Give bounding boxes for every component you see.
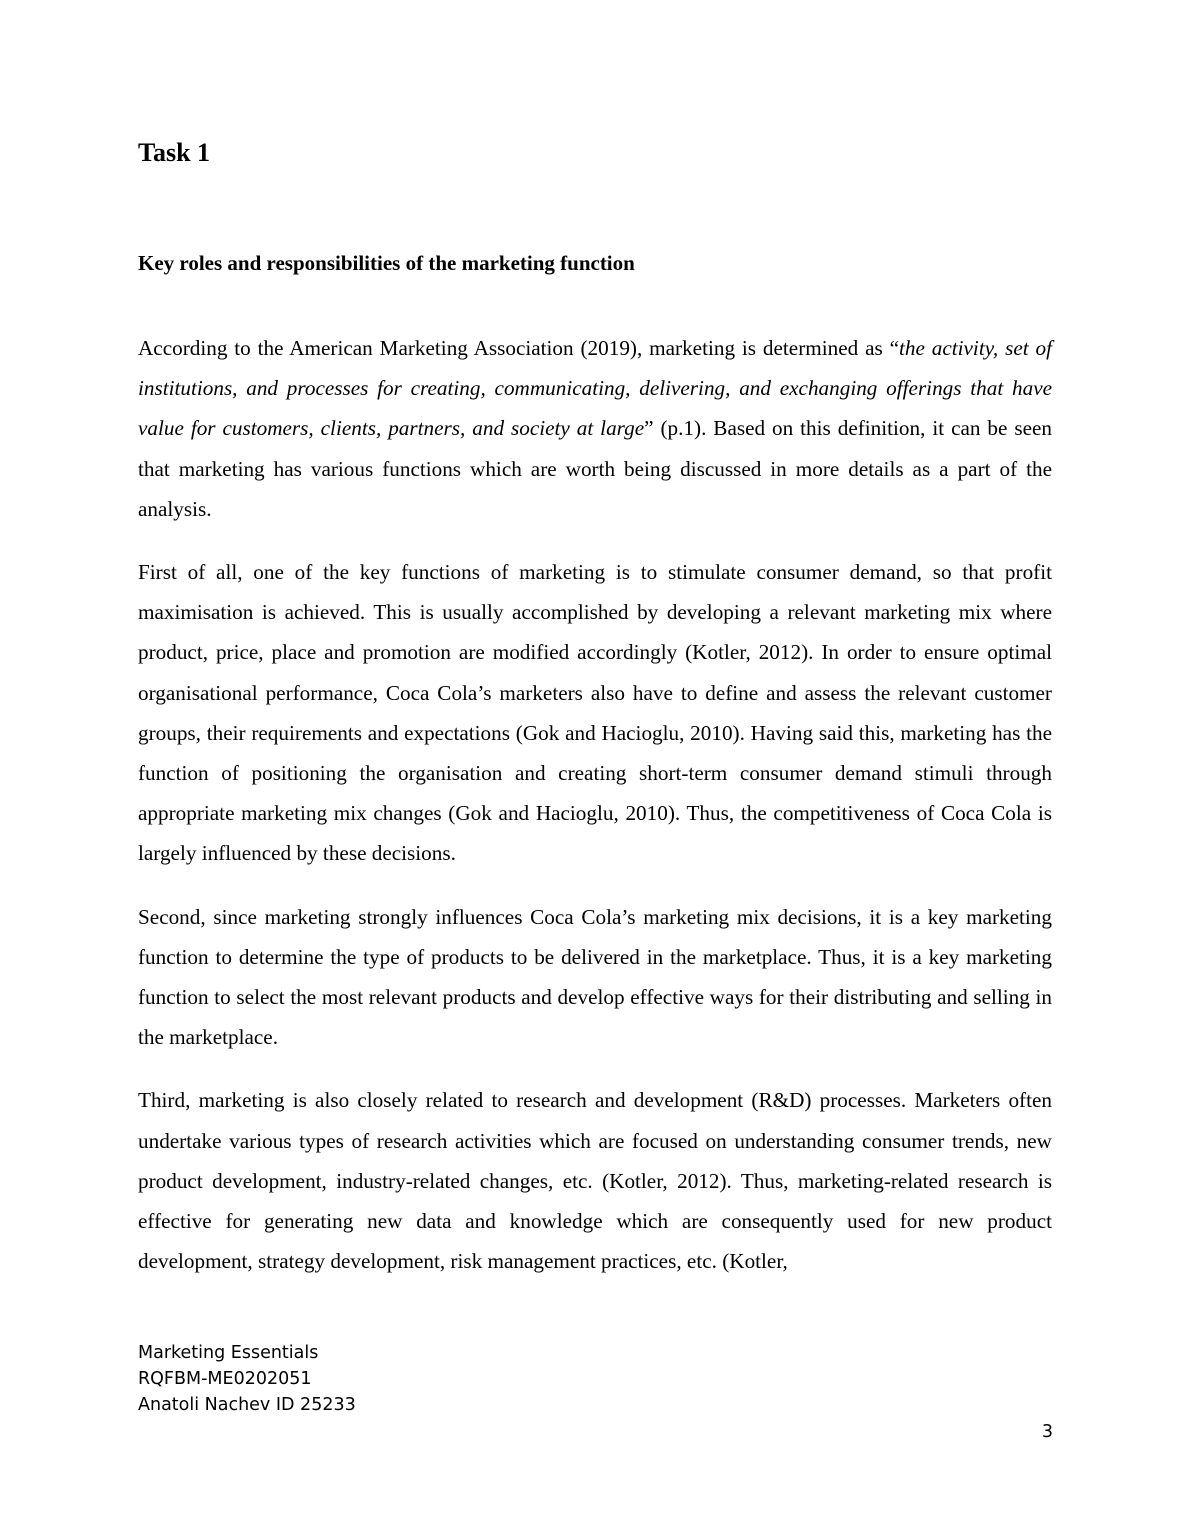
section-heading: Key roles and responsibilities of the marketing function	[138, 251, 635, 275]
paragraph-consumer-demand: First of all, one of the key functions of marketing is to stimulate consumer demand, so that profit maximisation is achieved. This is usually accomplished by developing a relevant marketing mix where product, price, place and promotion are modified accordingly (Kotler, 2012). In order to ensure optimal organisational performance, Coca Cola’s marketers also have to define and assess the relevant customer groups, their requirements and expectations (Gok and Hacioglu, 2010). Having said this, marketing has the function of positioning the organisation and creating short-term consumer demand stimuli through appropriate marketing mix changes (Gok and Hacioglu, 2010). Thus, the competitiveness of Coca Cola is largely influenced by these decisions.	[138, 560, 1052, 866]
paragraph-definition	[138, 328, 1052, 529]
page-footer	[138, 1340, 356, 1418]
task-title: Task 1	[138, 138, 211, 167]
paragraph-product-decisions: Second, since marketing strongly influences Coca Cola’s marketing mix decisions, it is a key marketing function to determine the type of products to be delivered in the marketplace. Thus, it is a key marketing function to select the most relevant products and develop effective ways for their distributing and selling in the marketplace.	[138, 904, 1052, 1050]
paragraph-definition-intro: According to the American Marketing Association (2019), marketing is determined as “	[138, 336, 899, 360]
footer-author: Anatoli Nachev ID 25233	[138, 1395, 356, 1415]
paragraph-definition-continuation: ” (p.1). Based on this definition, it can be seen that marketing has various functions which are worth being discussed in more details as a part of the analysis.	[138, 416, 1053, 521]
paragraph-research-development: Third, marketing is also closely related to research and development (R&D) processes. Marketers often undertake various types of research activities which are focused on understanding consumer trends, new product development, industry-related changes, etc. (Kotler, 2012). Thus, marketing-related research is effective for generating new data and knowledge which are consequently used for new product development, strategy development, risk management practices, etc. (Kotler,	[138, 1088, 1052, 1274]
footer-course-code: RQFBM-ME0202051	[138, 1369, 312, 1389]
paragraph-definition-quote: the activity, set of institutions, and processes for creating, communicating, delivering, and exchanging offerings that have value for customers, clients, partners, and society at large	[138, 336, 1052, 441]
page-number: 3	[1041, 1422, 1053, 1442]
footer-course-name: Marketing Essentials	[138, 1343, 319, 1363]
page-content	[138, 136, 1052, 1281]
